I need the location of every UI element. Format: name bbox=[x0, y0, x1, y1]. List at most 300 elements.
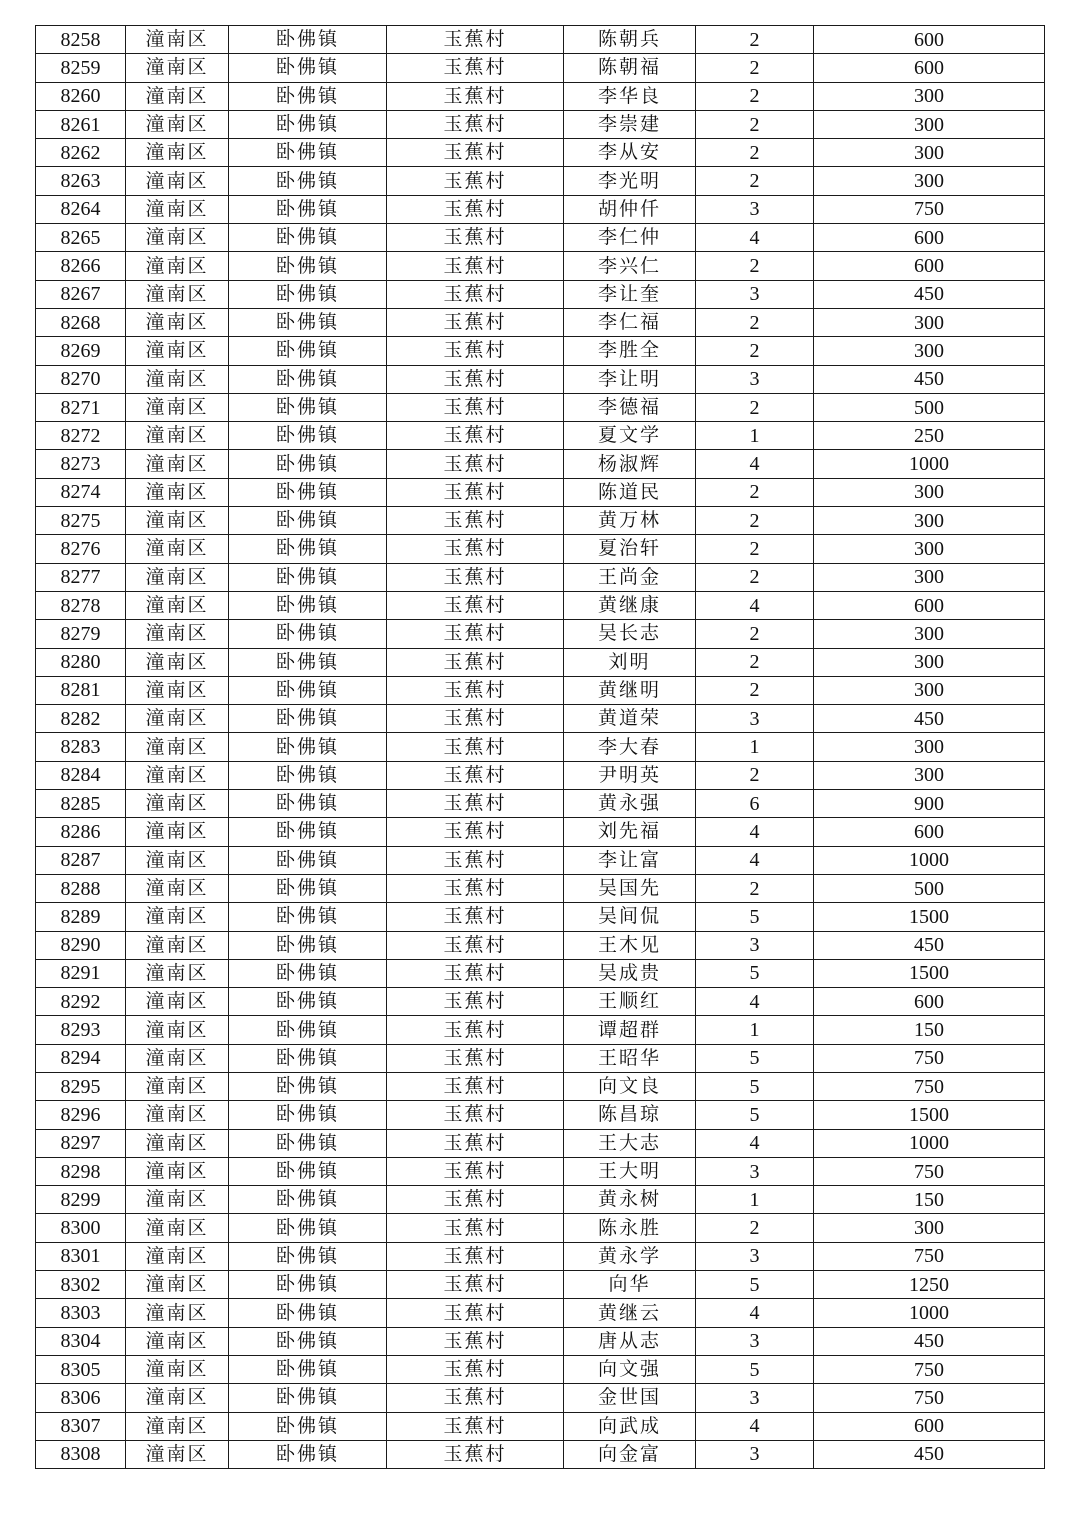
town-cell: 卧佛镇 bbox=[229, 790, 387, 818]
row-index: 8259 bbox=[36, 54, 126, 82]
count-cell: 2 bbox=[696, 308, 814, 336]
village-cell: 玉蕉村 bbox=[387, 308, 564, 336]
name-cell: 陈朝兵 bbox=[564, 26, 696, 54]
table-row bbox=[36, 507, 1045, 535]
amount-cell: 300 bbox=[814, 507, 1045, 535]
name-cell: 李从安 bbox=[564, 139, 696, 167]
row-index: 8281 bbox=[36, 676, 126, 704]
amount-cell: 600 bbox=[814, 26, 1045, 54]
town-cell: 卧佛镇 bbox=[229, 1242, 387, 1270]
district-cell: 潼南区 bbox=[126, 818, 229, 846]
district-cell: 潼南区 bbox=[126, 903, 229, 931]
table-row bbox=[36, 1327, 1045, 1355]
data-table bbox=[35, 25, 1045, 1469]
amount-cell: 1000 bbox=[814, 1299, 1045, 1327]
count-cell: 5 bbox=[696, 1072, 814, 1100]
row-index: 8266 bbox=[36, 252, 126, 280]
amount-cell: 600 bbox=[814, 591, 1045, 619]
amount-cell: 1250 bbox=[814, 1271, 1045, 1299]
district-cell: 潼南区 bbox=[126, 478, 229, 506]
village-cell: 玉蕉村 bbox=[387, 478, 564, 506]
row-index: 8294 bbox=[36, 1044, 126, 1072]
name-cell: 吴国先 bbox=[564, 874, 696, 902]
count-cell: 1 bbox=[696, 1016, 814, 1044]
district-cell: 潼南区 bbox=[126, 648, 229, 676]
table-row bbox=[36, 1157, 1045, 1185]
district-cell: 潼南区 bbox=[126, 1299, 229, 1327]
town-cell: 卧佛镇 bbox=[229, 110, 387, 138]
town-cell: 卧佛镇 bbox=[229, 1271, 387, 1299]
amount-cell: 1500 bbox=[814, 959, 1045, 987]
row-index: 8286 bbox=[36, 818, 126, 846]
town-cell: 卧佛镇 bbox=[229, 761, 387, 789]
district-cell: 潼南区 bbox=[126, 705, 229, 733]
count-cell: 2 bbox=[696, 139, 814, 167]
village-cell: 玉蕉村 bbox=[387, 790, 564, 818]
town-cell: 卧佛镇 bbox=[229, 82, 387, 110]
table-row bbox=[36, 1299, 1045, 1327]
town-cell: 卧佛镇 bbox=[229, 54, 387, 82]
row-index: 8279 bbox=[36, 620, 126, 648]
village-cell: 玉蕉村 bbox=[387, 110, 564, 138]
district-cell: 潼南区 bbox=[126, 195, 229, 223]
town-cell: 卧佛镇 bbox=[229, 988, 387, 1016]
table-row bbox=[36, 365, 1045, 393]
count-cell: 5 bbox=[696, 1271, 814, 1299]
amount-cell: 450 bbox=[814, 280, 1045, 308]
table-row bbox=[36, 422, 1045, 450]
count-cell: 4 bbox=[696, 1129, 814, 1157]
row-index: 8299 bbox=[36, 1186, 126, 1214]
town-cell: 卧佛镇 bbox=[229, 308, 387, 336]
district-cell: 潼南区 bbox=[126, 1327, 229, 1355]
amount-cell: 750 bbox=[814, 1157, 1045, 1185]
village-cell: 玉蕉村 bbox=[387, 1044, 564, 1072]
amount-cell: 750 bbox=[814, 195, 1045, 223]
village-cell: 玉蕉村 bbox=[387, 931, 564, 959]
table-row bbox=[36, 1129, 1045, 1157]
row-index: 8293 bbox=[36, 1016, 126, 1044]
amount-cell: 450 bbox=[814, 365, 1045, 393]
district-cell: 潼南区 bbox=[126, 139, 229, 167]
district-cell: 潼南区 bbox=[126, 535, 229, 563]
town-cell: 卧佛镇 bbox=[229, 365, 387, 393]
district-cell: 潼南区 bbox=[126, 1242, 229, 1270]
table-row bbox=[36, 337, 1045, 365]
row-index: 8260 bbox=[36, 82, 126, 110]
village-cell: 玉蕉村 bbox=[387, 535, 564, 563]
district-cell: 潼南区 bbox=[126, 676, 229, 704]
row-index: 8273 bbox=[36, 450, 126, 478]
name-cell: 黄继康 bbox=[564, 591, 696, 619]
amount-cell: 750 bbox=[814, 1044, 1045, 1072]
district-cell: 潼南区 bbox=[126, 1072, 229, 1100]
village-cell: 玉蕉村 bbox=[387, 365, 564, 393]
table-row bbox=[36, 450, 1045, 478]
amount-cell: 750 bbox=[814, 1072, 1045, 1100]
row-index: 8276 bbox=[36, 535, 126, 563]
name-cell: 黄永树 bbox=[564, 1186, 696, 1214]
table-row bbox=[36, 591, 1045, 619]
row-index: 8295 bbox=[36, 1072, 126, 1100]
town-cell: 卧佛镇 bbox=[229, 478, 387, 506]
amount-cell: 300 bbox=[814, 167, 1045, 195]
village-cell: 玉蕉村 bbox=[387, 648, 564, 676]
village-cell: 玉蕉村 bbox=[387, 620, 564, 648]
table-row bbox=[36, 1101, 1045, 1129]
name-cell: 向文强 bbox=[564, 1355, 696, 1383]
town-cell: 卧佛镇 bbox=[229, 1016, 387, 1044]
count-cell: 3 bbox=[696, 705, 814, 733]
village-cell: 玉蕉村 bbox=[387, 139, 564, 167]
name-cell: 黄继云 bbox=[564, 1299, 696, 1327]
count-cell: 2 bbox=[696, 110, 814, 138]
table-row bbox=[36, 733, 1045, 761]
village-cell: 玉蕉村 bbox=[387, 450, 564, 478]
row-index: 8305 bbox=[36, 1355, 126, 1383]
town-cell: 卧佛镇 bbox=[229, 1299, 387, 1327]
name-cell: 李光明 bbox=[564, 167, 696, 195]
district-cell: 潼南区 bbox=[126, 252, 229, 280]
row-index: 8284 bbox=[36, 761, 126, 789]
name-cell: 尹明英 bbox=[564, 761, 696, 789]
amount-cell: 750 bbox=[814, 1242, 1045, 1270]
town-cell: 卧佛镇 bbox=[229, 1327, 387, 1355]
district-cell: 潼南区 bbox=[126, 620, 229, 648]
row-index: 8264 bbox=[36, 195, 126, 223]
name-cell: 李德福 bbox=[564, 393, 696, 421]
name-cell: 吴间侃 bbox=[564, 903, 696, 931]
name-cell: 胡仲仟 bbox=[564, 195, 696, 223]
table-row bbox=[36, 705, 1045, 733]
amount-cell: 1000 bbox=[814, 846, 1045, 874]
row-index: 8267 bbox=[36, 280, 126, 308]
row-index: 8290 bbox=[36, 931, 126, 959]
village-cell: 玉蕉村 bbox=[387, 1299, 564, 1327]
amount-cell: 300 bbox=[814, 761, 1045, 789]
name-cell: 谭超群 bbox=[564, 1016, 696, 1044]
village-cell: 玉蕉村 bbox=[387, 1072, 564, 1100]
village-cell: 玉蕉村 bbox=[387, 507, 564, 535]
count-cell: 3 bbox=[696, 1440, 814, 1468]
town-cell: 卧佛镇 bbox=[229, 1440, 387, 1468]
town-cell: 卧佛镇 bbox=[229, 507, 387, 535]
count-cell: 2 bbox=[696, 676, 814, 704]
table-row bbox=[36, 1186, 1045, 1214]
district-cell: 潼南区 bbox=[126, 110, 229, 138]
count-cell: 2 bbox=[696, 563, 814, 591]
amount-cell: 300 bbox=[814, 139, 1045, 167]
count-cell: 3 bbox=[696, 1157, 814, 1185]
count-cell: 3 bbox=[696, 1242, 814, 1270]
district-cell: 潼南区 bbox=[126, 988, 229, 1016]
amount-cell: 150 bbox=[814, 1016, 1045, 1044]
town-cell: 卧佛镇 bbox=[229, 874, 387, 902]
village-cell: 玉蕉村 bbox=[387, 988, 564, 1016]
row-index: 8287 bbox=[36, 846, 126, 874]
row-index: 8302 bbox=[36, 1271, 126, 1299]
name-cell: 李崇建 bbox=[564, 110, 696, 138]
row-index: 8263 bbox=[36, 167, 126, 195]
name-cell: 黄万林 bbox=[564, 507, 696, 535]
row-index: 8258 bbox=[36, 26, 126, 54]
village-cell: 玉蕉村 bbox=[387, 1327, 564, 1355]
village-cell: 玉蕉村 bbox=[387, 1214, 564, 1242]
town-cell: 卧佛镇 bbox=[229, 139, 387, 167]
name-cell: 吴长志 bbox=[564, 620, 696, 648]
amount-cell: 1500 bbox=[814, 1101, 1045, 1129]
name-cell: 唐从志 bbox=[564, 1327, 696, 1355]
row-index: 8303 bbox=[36, 1299, 126, 1327]
amount-cell: 900 bbox=[814, 790, 1045, 818]
table-row bbox=[36, 195, 1045, 223]
district-cell: 潼南区 bbox=[126, 733, 229, 761]
town-cell: 卧佛镇 bbox=[229, 1384, 387, 1412]
amount-cell: 300 bbox=[814, 676, 1045, 704]
count-cell: 4 bbox=[696, 1412, 814, 1440]
row-index: 8283 bbox=[36, 733, 126, 761]
amount-cell: 250 bbox=[814, 422, 1045, 450]
row-index: 8275 bbox=[36, 507, 126, 535]
amount-cell: 450 bbox=[814, 1440, 1045, 1468]
count-cell: 3 bbox=[696, 195, 814, 223]
town-cell: 卧佛镇 bbox=[229, 1186, 387, 1214]
village-cell: 玉蕉村 bbox=[387, 54, 564, 82]
row-index: 8291 bbox=[36, 959, 126, 987]
count-cell: 2 bbox=[696, 82, 814, 110]
table-row bbox=[36, 478, 1045, 506]
amount-cell: 300 bbox=[814, 648, 1045, 676]
town-cell: 卧佛镇 bbox=[229, 1101, 387, 1129]
village-cell: 玉蕉村 bbox=[387, 591, 564, 619]
district-cell: 潼南区 bbox=[126, 1412, 229, 1440]
name-cell: 王顺红 bbox=[564, 988, 696, 1016]
row-index: 8270 bbox=[36, 365, 126, 393]
amount-cell: 600 bbox=[814, 54, 1045, 82]
amount-cell: 600 bbox=[814, 1412, 1045, 1440]
table-row bbox=[36, 110, 1045, 138]
district-cell: 潼南区 bbox=[126, 563, 229, 591]
town-cell: 卧佛镇 bbox=[229, 705, 387, 733]
district-cell: 潼南区 bbox=[126, 26, 229, 54]
amount-cell: 500 bbox=[814, 393, 1045, 421]
village-cell: 玉蕉村 bbox=[387, 846, 564, 874]
district-cell: 潼南区 bbox=[126, 365, 229, 393]
row-index: 8307 bbox=[36, 1412, 126, 1440]
count-cell: 1 bbox=[696, 1186, 814, 1214]
village-cell: 玉蕉村 bbox=[387, 195, 564, 223]
row-index: 8308 bbox=[36, 1440, 126, 1468]
town-cell: 卧佛镇 bbox=[229, 1044, 387, 1072]
table-row bbox=[36, 26, 1045, 54]
name-cell: 王大明 bbox=[564, 1157, 696, 1185]
table-row bbox=[36, 54, 1045, 82]
village-cell: 玉蕉村 bbox=[387, 1129, 564, 1157]
district-cell: 潼南区 bbox=[126, 1271, 229, 1299]
village-cell: 玉蕉村 bbox=[387, 280, 564, 308]
table-row bbox=[36, 988, 1045, 1016]
village-cell: 玉蕉村 bbox=[387, 903, 564, 931]
count-cell: 5 bbox=[696, 1101, 814, 1129]
row-index: 8265 bbox=[36, 224, 126, 252]
amount-cell: 600 bbox=[814, 818, 1045, 846]
table-row bbox=[36, 1016, 1045, 1044]
count-cell: 2 bbox=[696, 761, 814, 789]
count-cell: 2 bbox=[696, 648, 814, 676]
district-cell: 潼南区 bbox=[126, 846, 229, 874]
district-cell: 潼南区 bbox=[126, 761, 229, 789]
district-cell: 潼南区 bbox=[126, 280, 229, 308]
amount-cell: 1000 bbox=[814, 450, 1045, 478]
row-index: 8262 bbox=[36, 139, 126, 167]
row-index: 8296 bbox=[36, 1101, 126, 1129]
village-cell: 玉蕉村 bbox=[387, 761, 564, 789]
village-cell: 玉蕉村 bbox=[387, 818, 564, 846]
name-cell: 刘明 bbox=[564, 648, 696, 676]
name-cell: 夏文学 bbox=[564, 422, 696, 450]
name-cell: 王昭华 bbox=[564, 1044, 696, 1072]
amount-cell: 300 bbox=[814, 82, 1045, 110]
row-index: 8278 bbox=[36, 591, 126, 619]
district-cell: 潼南区 bbox=[126, 1384, 229, 1412]
count-cell: 5 bbox=[696, 1044, 814, 1072]
district-cell: 潼南区 bbox=[126, 1186, 229, 1214]
town-cell: 卧佛镇 bbox=[229, 1157, 387, 1185]
district-cell: 潼南区 bbox=[126, 450, 229, 478]
name-cell: 黄永强 bbox=[564, 790, 696, 818]
row-index: 8306 bbox=[36, 1384, 126, 1412]
district-cell: 潼南区 bbox=[126, 507, 229, 535]
count-cell: 4 bbox=[696, 818, 814, 846]
village-cell: 玉蕉村 bbox=[387, 563, 564, 591]
name-cell: 陈昌琼 bbox=[564, 1101, 696, 1129]
count-cell: 3 bbox=[696, 365, 814, 393]
count-cell: 5 bbox=[696, 903, 814, 931]
amount-cell: 300 bbox=[814, 478, 1045, 506]
count-cell: 2 bbox=[696, 252, 814, 280]
village-cell: 玉蕉村 bbox=[387, 337, 564, 365]
village-cell: 玉蕉村 bbox=[387, 1384, 564, 1412]
district-cell: 潼南区 bbox=[126, 1214, 229, 1242]
amount-cell: 600 bbox=[814, 252, 1045, 280]
table-row bbox=[36, 563, 1045, 591]
district-cell: 潼南区 bbox=[126, 167, 229, 195]
amount-cell: 450 bbox=[814, 705, 1045, 733]
count-cell: 3 bbox=[696, 931, 814, 959]
town-cell: 卧佛镇 bbox=[229, 1214, 387, 1242]
name-cell: 向文良 bbox=[564, 1072, 696, 1100]
name-cell: 金世国 bbox=[564, 1384, 696, 1412]
town-cell: 卧佛镇 bbox=[229, 1129, 387, 1157]
table-row bbox=[36, 308, 1045, 336]
village-cell: 玉蕉村 bbox=[387, 1412, 564, 1440]
name-cell: 向武成 bbox=[564, 1412, 696, 1440]
district-cell: 潼南区 bbox=[126, 82, 229, 110]
village-cell: 玉蕉村 bbox=[387, 1355, 564, 1383]
district-cell: 潼南区 bbox=[126, 1129, 229, 1157]
town-cell: 卧佛镇 bbox=[229, 195, 387, 223]
table-row bbox=[36, 761, 1045, 789]
district-cell: 潼南区 bbox=[126, 337, 229, 365]
town-cell: 卧佛镇 bbox=[229, 563, 387, 591]
village-cell: 玉蕉村 bbox=[387, 959, 564, 987]
town-cell: 卧佛镇 bbox=[229, 167, 387, 195]
name-cell: 李胜全 bbox=[564, 337, 696, 365]
table-row bbox=[36, 959, 1045, 987]
town-cell: 卧佛镇 bbox=[229, 1355, 387, 1383]
district-cell: 潼南区 bbox=[126, 591, 229, 619]
town-cell: 卧佛镇 bbox=[229, 450, 387, 478]
town-cell: 卧佛镇 bbox=[229, 252, 387, 280]
row-index: 8298 bbox=[36, 1157, 126, 1185]
amount-cell: 750 bbox=[814, 1384, 1045, 1412]
amount-cell: 300 bbox=[814, 563, 1045, 591]
count-cell: 4 bbox=[696, 224, 814, 252]
village-cell: 玉蕉村 bbox=[387, 422, 564, 450]
table-row bbox=[36, 1214, 1045, 1242]
district-cell: 潼南区 bbox=[126, 393, 229, 421]
table-row bbox=[36, 620, 1045, 648]
name-cell: 吴成贵 bbox=[564, 959, 696, 987]
district-cell: 潼南区 bbox=[126, 422, 229, 450]
town-cell: 卧佛镇 bbox=[229, 422, 387, 450]
count-cell: 4 bbox=[696, 450, 814, 478]
table-row bbox=[36, 139, 1045, 167]
village-cell: 玉蕉村 bbox=[387, 1271, 564, 1299]
table-row bbox=[36, 535, 1045, 563]
name-cell: 黄继明 bbox=[564, 676, 696, 704]
row-index: 8300 bbox=[36, 1214, 126, 1242]
table-row bbox=[36, 790, 1045, 818]
district-cell: 潼南区 bbox=[126, 1157, 229, 1185]
table-row bbox=[36, 167, 1045, 195]
table-row bbox=[36, 393, 1045, 421]
table-row bbox=[36, 1044, 1045, 1072]
district-cell: 潼南区 bbox=[126, 1016, 229, 1044]
village-cell: 玉蕉村 bbox=[387, 1186, 564, 1214]
village-cell: 玉蕉村 bbox=[387, 1242, 564, 1270]
name-cell: 陈永胜 bbox=[564, 1214, 696, 1242]
amount-cell: 450 bbox=[814, 931, 1045, 959]
table-body bbox=[36, 26, 1045, 1469]
count-cell: 2 bbox=[696, 507, 814, 535]
count-cell: 2 bbox=[696, 1214, 814, 1242]
row-index: 8271 bbox=[36, 393, 126, 421]
amount-cell: 150 bbox=[814, 1186, 1045, 1214]
count-cell: 4 bbox=[696, 591, 814, 619]
name-cell: 陈朝福 bbox=[564, 54, 696, 82]
table-row bbox=[36, 931, 1045, 959]
row-index: 8292 bbox=[36, 988, 126, 1016]
table-row bbox=[36, 1440, 1045, 1468]
name-cell: 王木见 bbox=[564, 931, 696, 959]
village-cell: 玉蕉村 bbox=[387, 733, 564, 761]
amount-cell: 300 bbox=[814, 337, 1045, 365]
village-cell: 玉蕉村 bbox=[387, 82, 564, 110]
count-cell: 2 bbox=[696, 620, 814, 648]
town-cell: 卧佛镇 bbox=[229, 280, 387, 308]
count-cell: 4 bbox=[696, 846, 814, 874]
village-cell: 玉蕉村 bbox=[387, 1016, 564, 1044]
table-row bbox=[36, 252, 1045, 280]
district-cell: 潼南区 bbox=[126, 959, 229, 987]
name-cell: 李兴仁 bbox=[564, 252, 696, 280]
district-cell: 潼南区 bbox=[126, 874, 229, 902]
name-cell: 刘先福 bbox=[564, 818, 696, 846]
name-cell: 李让明 bbox=[564, 365, 696, 393]
table-row bbox=[36, 818, 1045, 846]
row-index: 8277 bbox=[36, 563, 126, 591]
